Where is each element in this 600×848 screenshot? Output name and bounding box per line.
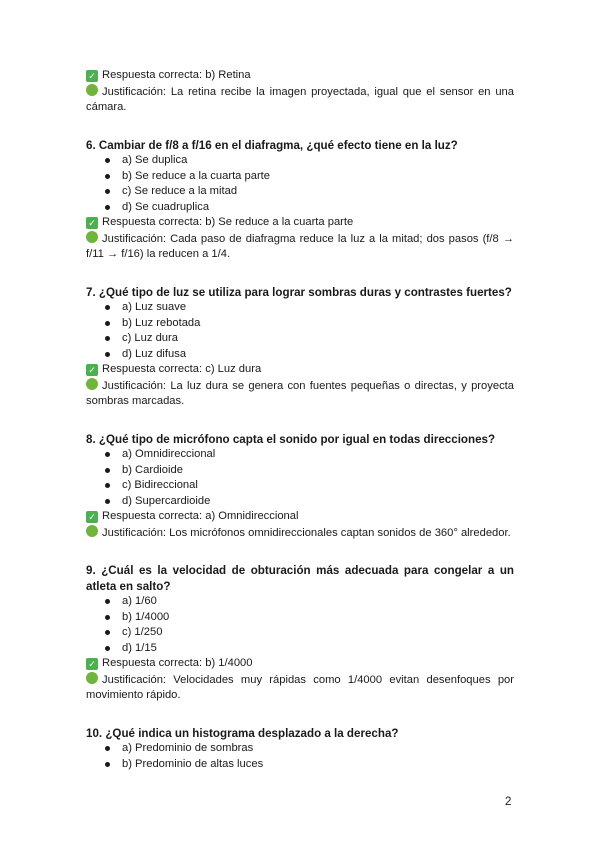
page-number: 2 xyxy=(505,796,512,808)
question-title: 8. ¿Qué tipo de micrófono capta el sonido por igual en todas direcciones? xyxy=(86,432,496,446)
question-title: 6. Cambiar de f/8 a f/16 en el diafragma, ¿qué efecto tiene en la luz? xyxy=(86,138,458,152)
option-item: c) 1/250 xyxy=(86,625,514,641)
option-list xyxy=(86,300,514,362)
option-list xyxy=(86,447,514,509)
option-item: a) Predominio de sombras xyxy=(86,741,514,757)
option-item: c) Luz dura xyxy=(86,331,514,347)
check-mark-icon: ✓ xyxy=(86,217,98,229)
justification-line: Justificación: Cada paso de diafragma reduce la luz a la mitad; dos pasos (f/8 → f/11 → f/16) la reducen a 1/4. xyxy=(86,232,514,260)
justification-line: Justificación: La luz dura se genera con fuentes pequeñas o directas, y proyecta sombras marcadas. xyxy=(86,379,514,407)
check-mark-icon: ✓ xyxy=(86,364,98,376)
option-item: d) Se cuadruplica xyxy=(86,200,514,216)
green-circle-icon xyxy=(86,672,98,684)
option-list xyxy=(86,153,514,215)
check-mark-icon: ✓ xyxy=(86,70,98,82)
answer-line: ✓ Respuesta correcta: b) Retina xyxy=(86,68,514,84)
option-item: a) Omnidireccional xyxy=(86,447,514,463)
option-item: b) Cardioide xyxy=(86,463,514,479)
answer-line: ✓ Respuesta correcta: b) 1/4000 xyxy=(86,656,514,672)
option-item: a) Se duplica xyxy=(86,153,514,169)
question-title: 10. ¿Qué indica un histograma desplazado a la derecha? xyxy=(86,726,399,740)
justification-line: Justificación: Velocidades muy rápidas como 1/4000 evitan desenfoques por movimiento rápido. xyxy=(86,673,514,701)
option-list xyxy=(86,741,514,772)
option-item: c) Se reduce a la mitad xyxy=(86,184,514,200)
answer-line: ✓ Respuesta correcta: c) Luz dura xyxy=(86,362,514,378)
green-circle-icon xyxy=(86,231,98,243)
option-item: b) Luz rebotada xyxy=(86,316,514,332)
option-item: d) Supercardioide xyxy=(86,494,514,510)
option-item: b) Se reduce a la cuarta parte xyxy=(86,169,514,185)
option-item: b) 1/4000 xyxy=(86,610,514,626)
option-item: a) 1/60 xyxy=(86,594,514,610)
answer-line: ✓ Respuesta correcta: a) Omnidireccional xyxy=(86,509,514,525)
question-title: 7. ¿Qué tipo de luz se utiliza para lograr sombras duras y contrastes fuertes? xyxy=(86,285,512,299)
justification-line: Justificación: La retina recibe la imagen proyectada, igual que el sensor en una cámara. xyxy=(86,85,514,113)
option-list xyxy=(86,594,514,656)
green-circle-icon xyxy=(86,84,98,96)
green-circle-icon xyxy=(86,525,98,537)
green-circle-icon xyxy=(86,378,98,390)
option-item: a) Luz suave xyxy=(86,300,514,316)
document-body xyxy=(86,68,514,772)
option-item: c) Bidireccional xyxy=(86,478,514,494)
answer-line: ✓ Respuesta correcta: b) Se reduce a la cuarta parte xyxy=(86,215,514,231)
check-mark-icon: ✓ xyxy=(86,511,98,523)
option-item: d) 1/15 xyxy=(86,641,514,657)
check-mark-icon: ✓ xyxy=(86,658,98,670)
option-item: d) Luz difusa xyxy=(86,347,514,363)
question-title: 9. ¿Cuál es la velocidad de obturación más adecuada para congelar a un atleta en salto? xyxy=(86,564,514,593)
justification-line: Justificación: Los micrófonos omnidireccionales captan sonidos de 360° alrededor. xyxy=(86,525,514,542)
option-item: b) Predominio de altas luces xyxy=(86,757,514,773)
